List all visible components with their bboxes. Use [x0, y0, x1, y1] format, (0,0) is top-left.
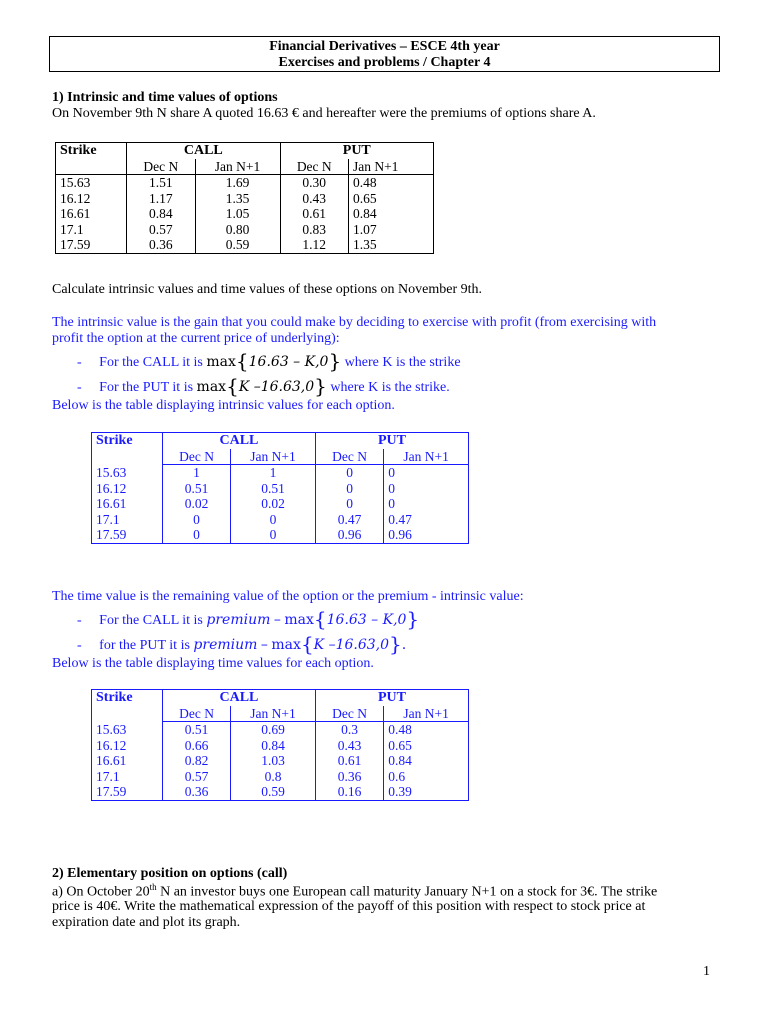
- value-cell: 0: [384, 465, 469, 481]
- strike-cell: 15.63: [96, 464, 127, 480]
- strike-cell: 16.61: [60, 206, 91, 221]
- value-cell: 0.39: [384, 784, 469, 800]
- section1-question: Calculate intrinsic values and time values of these options on November 9th.: [52, 282, 483, 297]
- table-subheader: Dec N: [280, 159, 348, 175]
- table-subheader: Jan N+1: [231, 706, 316, 722]
- table-header-call: CALL: [162, 690, 315, 706]
- minus-sign: –: [273, 612, 281, 628]
- value-cell: 0.96: [315, 527, 383, 543]
- value-cell: 0.36: [127, 237, 195, 253]
- value-cell: 0.8: [231, 769, 316, 785]
- value-cell: 0.48: [384, 722, 469, 738]
- strike-cell: 17.59: [60, 237, 91, 252]
- value-cell: 0.30: [280, 175, 348, 191]
- value-cell: 1.12: [280, 237, 348, 253]
- section2-line1-end: N an investor buys one European call maturity January N+1 on a stock for 3€. The strike: [156, 884, 658, 900]
- table-row: [92, 738, 469, 754]
- page-number: 1: [703, 964, 710, 979]
- max-operator: max: [284, 612, 314, 628]
- value-cell: 0.51: [231, 481, 316, 497]
- table-header-strike: Strike: [60, 143, 97, 158]
- left-brace: {: [300, 632, 314, 656]
- right-brace: }: [314, 374, 327, 398]
- value-cell: 0: [162, 512, 230, 528]
- table-row: [92, 769, 469, 785]
- table-subheader: Jan N+1: [195, 159, 280, 175]
- value-cell: 0.65: [348, 191, 433, 207]
- table-subheader: Dec N: [162, 706, 230, 722]
- put-bullet-suffix: where K is the strike.: [330, 380, 450, 395]
- table-row: [92, 465, 469, 481]
- strike-cell: 15.63: [60, 175, 91, 190]
- table-subheader: Dec N: [162, 449, 230, 465]
- table-row: [92, 527, 469, 543]
- strike-cell: 16.61: [96, 753, 127, 768]
- value-cell: 1.07: [348, 222, 433, 238]
- table-header-put: PUT: [315, 690, 468, 706]
- section1-intro: On November 9th N share A quoted 16.63 € and hereafter were the premiums of options share A.: [52, 106, 596, 121]
- max-operator: max: [196, 379, 227, 395]
- strike-cell: 15.63: [96, 721, 127, 737]
- section2-line2: price is 40€. Write the mathematical expression of the payoff of this position with respect to stock price at: [52, 899, 646, 914]
- premiums-table: [55, 142, 434, 254]
- value-cell: 0: [231, 512, 316, 528]
- table-row: [92, 512, 469, 528]
- value-cell: 0.59: [195, 237, 280, 253]
- section2-line1: [52, 882, 657, 901]
- value-cell: 0.61: [280, 206, 348, 222]
- call-bullet-prefix: For the CALL it is: [99, 355, 203, 370]
- max-operator: max: [271, 637, 301, 653]
- table-subheader: Jan N+1: [384, 706, 469, 722]
- strike-cell: 16.12: [96, 480, 127, 496]
- strike-cell: 16.61: [96, 496, 127, 511]
- left-brace: {: [235, 349, 249, 373]
- left-brace: {: [313, 607, 327, 631]
- document-header: [49, 36, 720, 72]
- table-row: [92, 753, 469, 769]
- value-cell: 0.51: [162, 481, 230, 497]
- bullet-dash: -: [77, 613, 82, 628]
- bullet-dash: -: [77, 638, 82, 653]
- table-subheader: Jan N+1: [348, 159, 433, 175]
- table-row: [92, 784, 469, 800]
- value-cell: 1: [162, 465, 230, 481]
- value-cell: 0.16: [315, 784, 383, 800]
- value-cell: 0: [384, 481, 469, 497]
- table-row: [92, 496, 469, 512]
- value-cell: 1.51: [127, 175, 195, 191]
- table-header-strike: Strike: [96, 433, 133, 448]
- value-cell: 0.36: [162, 784, 230, 800]
- intrinsic-values-table: [91, 432, 469, 544]
- right-brace: }: [406, 607, 420, 631]
- value-cell: 0.65: [384, 738, 469, 754]
- call-bullet-suffix: where K is the strike: [344, 355, 461, 370]
- value-cell: 0.57: [127, 222, 195, 238]
- header-title: Financial Derivatives – ESCE 4th year: [269, 39, 500, 54]
- table-row: [56, 237, 434, 253]
- value-cell: 0.96: [384, 527, 469, 543]
- value-cell: 0.57: [162, 769, 230, 785]
- table-header-call: CALL: [127, 143, 280, 159]
- intrinsic-definition-line1: The intrinsic value is the gain that you could make by deciding to exercise with profit (from exercising with: [52, 315, 657, 330]
- value-cell: 0.82: [162, 753, 230, 769]
- table-header-put: PUT: [315, 433, 468, 449]
- put-max-args: K –16.63,0: [238, 379, 315, 395]
- value-cell: 0.02: [231, 496, 316, 512]
- put-bullet-prefix: For the PUT it is: [99, 380, 194, 395]
- strike-cell: 16.12: [60, 190, 91, 206]
- value-cell: 1.35: [348, 237, 433, 253]
- time-table-body: [92, 722, 469, 801]
- value-cell: 0: [384, 496, 469, 512]
- table-header-put: PUT: [280, 143, 433, 159]
- value-cell: 0.48: [348, 175, 433, 191]
- bullet-dash: -: [77, 355, 82, 370]
- value-cell: 0.84: [231, 738, 316, 754]
- premiums-table-body: [56, 175, 434, 254]
- call-max-args: 16.63 – K,0: [248, 354, 329, 370]
- table-header-strike: Strike: [96, 690, 133, 705]
- value-cell: 0.84: [348, 206, 433, 222]
- value-cell: 1.17: [127, 191, 195, 207]
- intrinsic-table-caption: Below is the table displaying intrinsic values for each option.: [52, 398, 395, 413]
- value-cell: 0.51: [162, 722, 230, 738]
- minus-sign: –: [260, 637, 268, 653]
- time-table-caption: Below is the table displaying time values for each option.: [52, 656, 374, 671]
- value-cell: 0.80: [195, 222, 280, 238]
- table-row: [56, 191, 434, 207]
- call-max-args: 16.63 – K,0: [326, 612, 407, 628]
- value-cell: 0.84: [384, 753, 469, 769]
- table-header-call: CALL: [162, 433, 315, 449]
- time-call-prefix: For the CALL it is: [99, 613, 203, 628]
- value-cell: 0.47: [384, 512, 469, 528]
- value-cell: 1.05: [195, 206, 280, 222]
- value-cell: 0.66: [162, 738, 230, 754]
- left-brace: {: [226, 374, 239, 398]
- value-cell: 1.03: [231, 753, 316, 769]
- value-cell: 0.3: [315, 722, 383, 738]
- value-cell: 0: [315, 496, 383, 512]
- ordinal-suffix: th: [149, 882, 157, 892]
- value-cell: 0: [315, 465, 383, 481]
- max-operator: max: [206, 354, 236, 370]
- table-subheader: Dec N: [315, 706, 383, 722]
- value-cell: 1.35: [195, 191, 280, 207]
- table-subheader: Dec N: [127, 159, 195, 175]
- intrinsic-table-body: [92, 465, 469, 544]
- value-cell: 0.6: [384, 769, 469, 785]
- strike-cell: 17.1: [60, 221, 84, 237]
- table-subheader: Dec N: [315, 449, 383, 465]
- value-cell: 0.69: [231, 722, 316, 738]
- section2-line3: expiration date and plot its graph.: [52, 915, 241, 930]
- time-values-table: [91, 689, 469, 801]
- value-cell: 0.02: [162, 496, 230, 512]
- value-cell: 0.47: [315, 512, 383, 528]
- strike-cell: 16.12: [96, 737, 127, 753]
- time-put-prefix: for the PUT it is: [99, 638, 190, 653]
- table-subheader: Jan N+1: [231, 449, 316, 465]
- strike-cell: 17.59: [96, 527, 127, 542]
- value-cell: 0.83: [280, 222, 348, 238]
- time-value-definition: The time value is the remaining value of the option or the premium - intrinsic value:: [52, 589, 524, 604]
- table-subheader: Jan N+1: [384, 449, 469, 465]
- value-cell: 0.61: [315, 753, 383, 769]
- table-row: [56, 175, 434, 191]
- call-time-bullet: [77, 607, 419, 631]
- trailing-period: .: [401, 637, 407, 653]
- premium-term: premium: [206, 612, 271, 628]
- strike-cell: 17.1: [96, 511, 120, 527]
- premium-term: premium: [193, 637, 258, 653]
- value-cell: 0: [231, 527, 316, 543]
- value-cell: 0: [315, 481, 383, 497]
- value-cell: 0.84: [127, 206, 195, 222]
- section2-title: 2) Elementary position on options (call): [52, 866, 288, 881]
- value-cell: 1.69: [195, 175, 280, 191]
- put-intrinsic-bullet: [77, 374, 450, 398]
- bullet-dash: -: [77, 380, 82, 395]
- strike-cell: 17.1: [96, 768, 120, 784]
- intrinsic-definition-line2: profit the option at the current price of underlying):: [52, 331, 340, 346]
- value-cell: 0.43: [280, 191, 348, 207]
- value-cell: 1: [231, 465, 316, 481]
- section2-line1-start: a) On October 20: [52, 884, 150, 900]
- right-brace: }: [389, 632, 402, 656]
- value-cell: 0.59: [231, 784, 316, 800]
- table-row: [56, 222, 434, 238]
- table-row: [92, 722, 469, 738]
- section1-title: 1) Intrinsic and time values of options: [52, 90, 278, 105]
- strike-cell: 17.59: [96, 784, 127, 799]
- table-row: [92, 481, 469, 497]
- header-subtitle: Exercises and problems / Chapter 4: [278, 55, 491, 70]
- value-cell: 0.43: [315, 738, 383, 754]
- put-max-args: K –16.63,0: [313, 637, 390, 653]
- value-cell: 0.36: [315, 769, 383, 785]
- put-time-bullet: [77, 632, 406, 656]
- value-cell: 0: [162, 527, 230, 543]
- right-brace: }: [328, 349, 342, 373]
- call-intrinsic-bullet: [77, 349, 461, 373]
- table-row: [56, 206, 434, 222]
